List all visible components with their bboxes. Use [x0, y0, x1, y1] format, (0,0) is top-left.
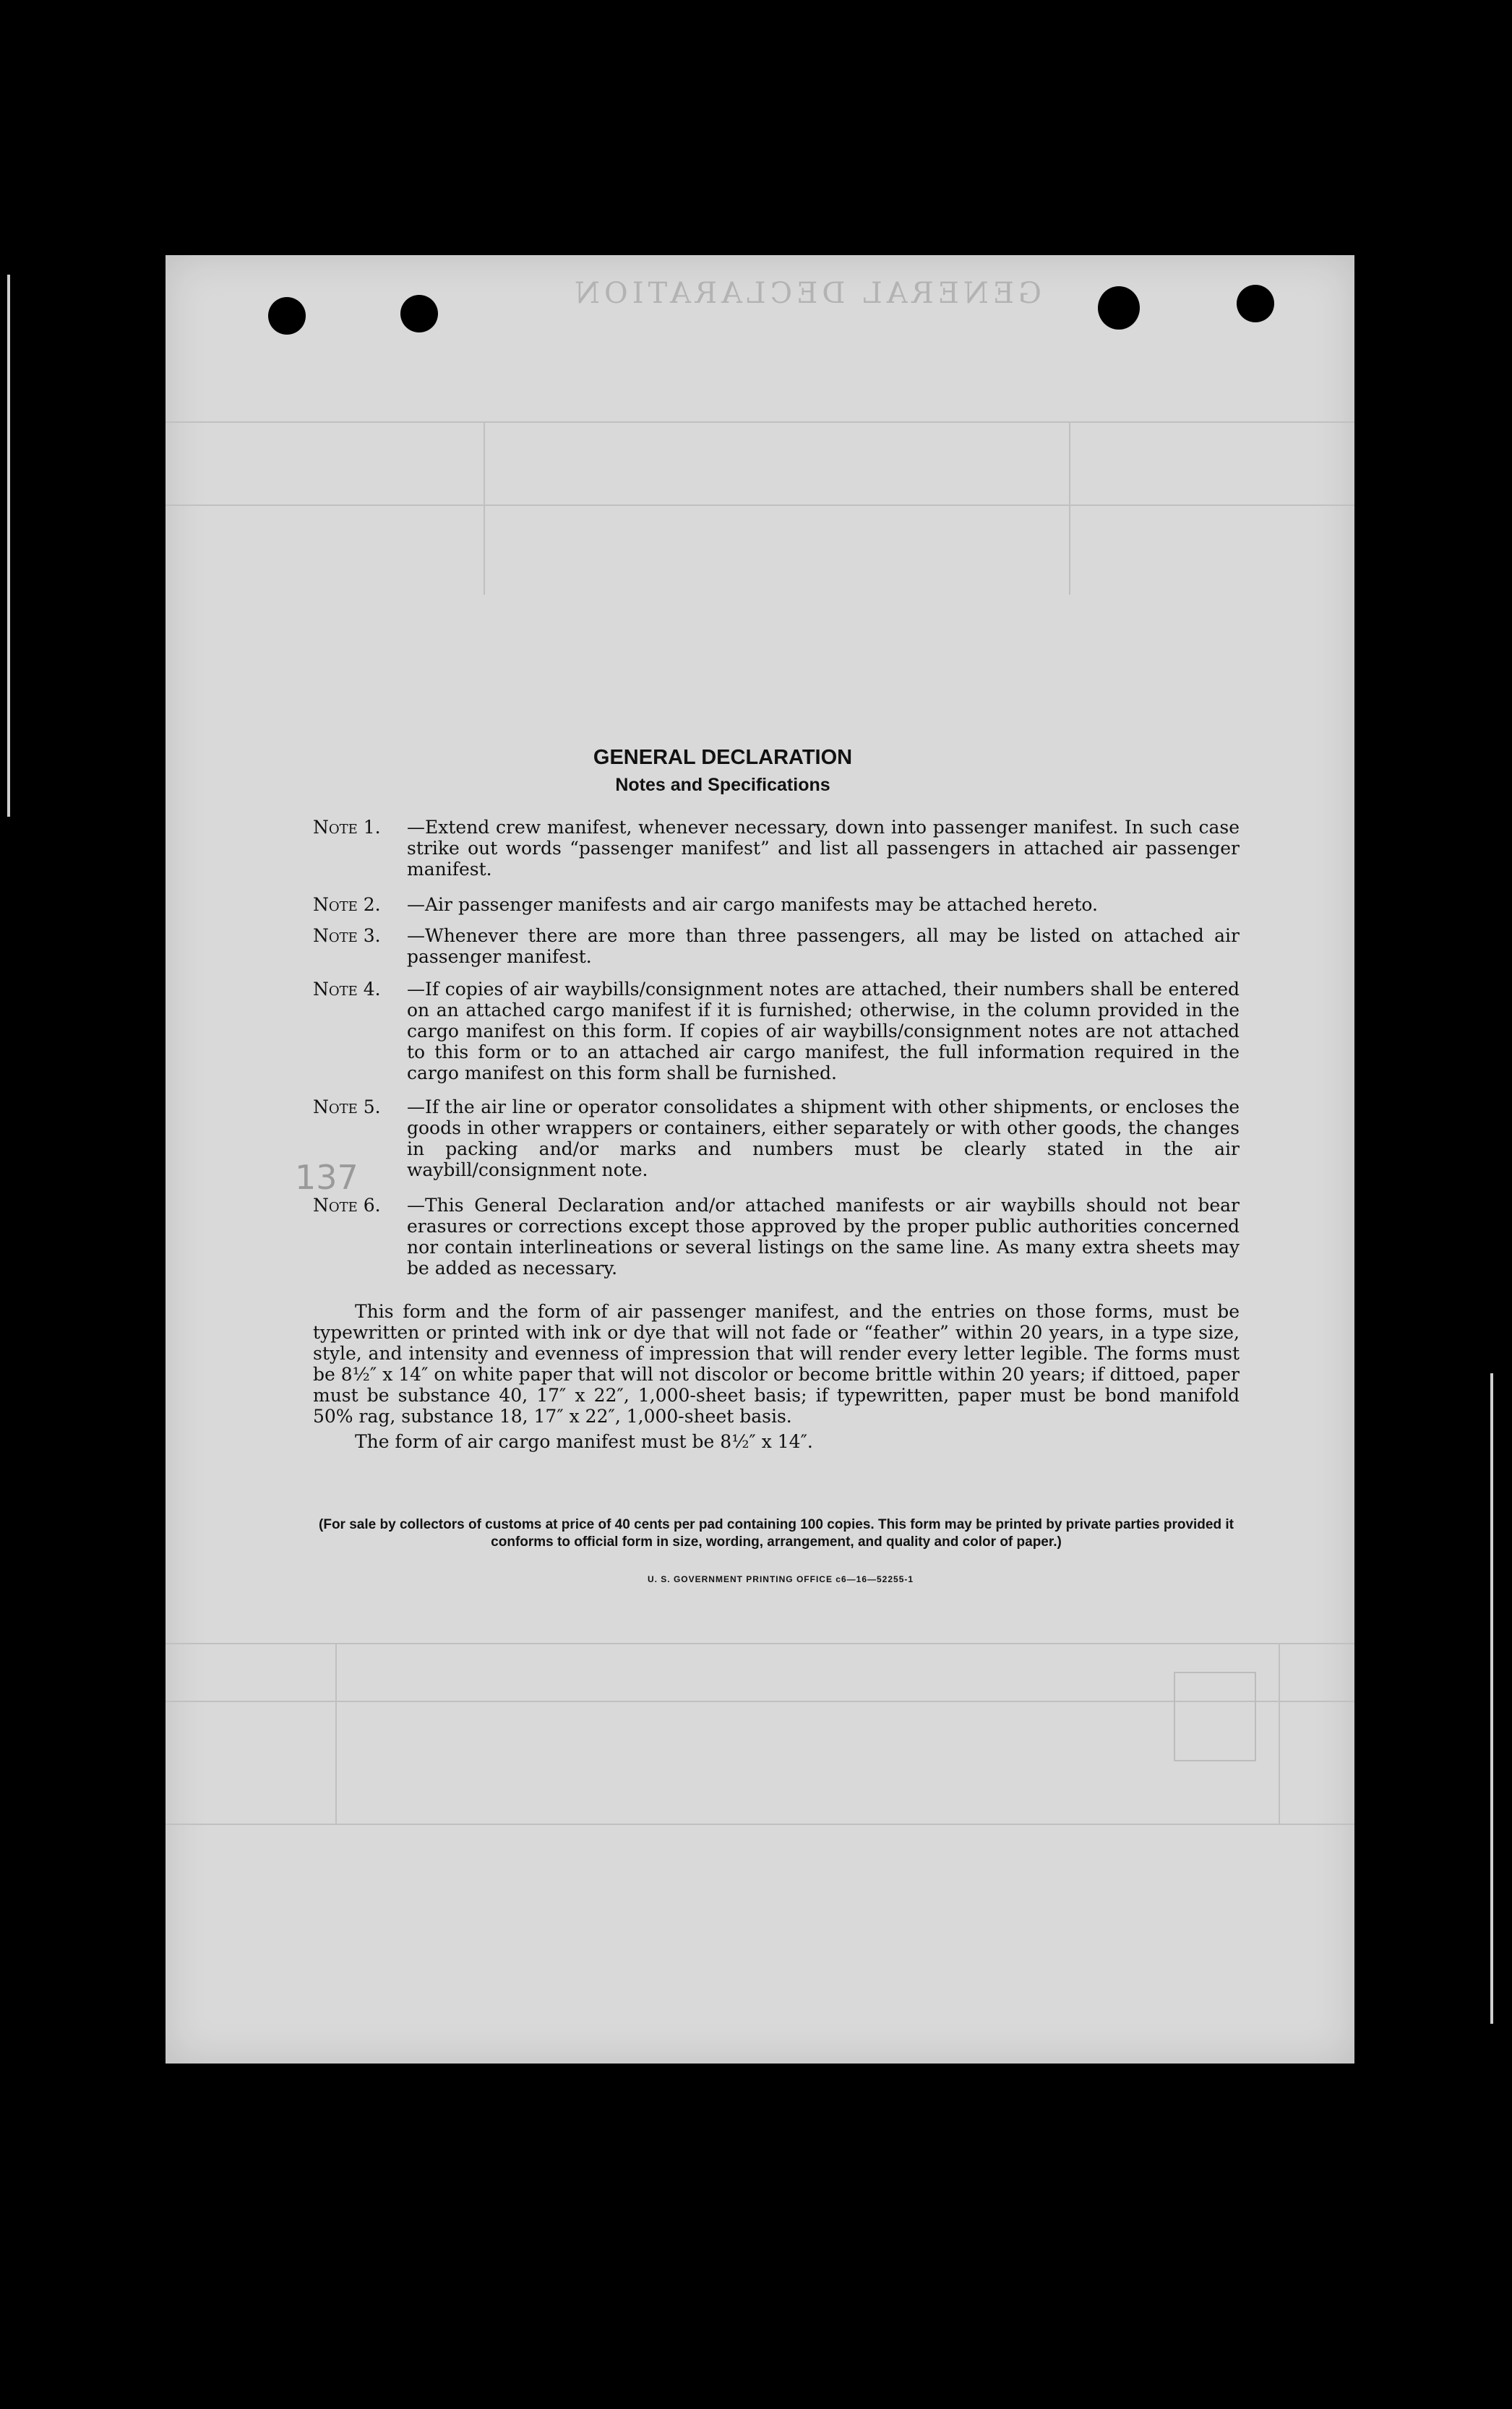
bleed-through-rule [335, 1643, 337, 1824]
note-label: Note 3. [313, 925, 381, 946]
bleed-through-rule [484, 421, 485, 595]
note-2 [313, 894, 1240, 915]
bleed-through-rule [166, 504, 1354, 506]
bleed-through-rule [1069, 421, 1070, 595]
form-title: GENERAL DECLARATION [593, 746, 853, 769]
note-text: —If copies of air waybills/consignment notes are attached, their numbers shall be entered on an attached cargo manifest if it is furnished; otherwise, in the column provided in the cargo manifest on this form. If copies of air waybills/consignment notes are not attached to this form or to an attached air cargo manifest, the full information required in the cargo manifest on this form shall be furnished. [407, 979, 1240, 1083]
bleed-through-heading: GENERAL DECLARATION [570, 277, 1042, 310]
sale-notice: (For sale by collectors of customs at price of 40 cents per pad containing 100 copies. This form may be printed by private parties provided it conforms to official form in size, wording, arrangement, and quality and color of paper.) [319, 1517, 1234, 1550]
note-label: Note 1. [313, 817, 381, 838]
bleed-through-rule [166, 1824, 1354, 1825]
note-1 [313, 817, 1240, 880]
note-label: Note 6. [313, 1195, 381, 1216]
left-scan-edge [7, 275, 10, 817]
form-requirements-paragraph: This form and the form of air passenger manifest, and the entries on those forms, must be typewritten or printed with ink or dye that will not fade or “feather” within 20 years, in a type size, style, and intensity and evenness of impression that will render every letter legible. The forms must be 8½″ x 14″ on white paper that will not discolor or become brittle within 20 years; if dittoed, paper must be substance 40, 17″ x 22″, 1,000-sheet basis; if typewritten, paper must be bond manifold 50% rag, substance 18, 17″ x 22″, 1,000-sheet basis. [313, 1301, 1240, 1427]
note-label: Note 4. [313, 979, 381, 1000]
note-6 [313, 1195, 1240, 1279]
page-stamp-number: 137 [295, 1158, 358, 1197]
form-subtitle: Notes and Specifications [615, 775, 830, 795]
punch-hole-4 [1237, 285, 1274, 322]
note-text: —If the air line or operator consolidates a shipment with other shipments, or encloses the goods in other wrappers or containers, either separately or with other goods, the changes in packing and/or marks and numbers must be clearly stated in the air waybill/consignment note. [407, 1096, 1240, 1180]
bleed-through-rule [166, 1643, 1354, 1644]
punch-hole-3 [1098, 286, 1140, 330]
right-scan-edge [1490, 1373, 1493, 2024]
note-text: —Air passenger manifests and air cargo manifests may be attached hereto. [407, 894, 1098, 915]
note-5 [313, 1096, 1240, 1180]
note-label: Note 5. [313, 1096, 381, 1117]
note-3 [313, 925, 1240, 967]
note-4 [313, 979, 1240, 1083]
punch-hole-1 [268, 297, 306, 335]
bleed-through-box [1174, 1672, 1256, 1761]
punch-hole-2 [400, 295, 438, 332]
bleed-through-rule [166, 421, 1354, 423]
note-label: Note 2. [313, 894, 381, 915]
note-text: —Extend crew manifest, whenever necessary, down into passenger manifest. In such case strike out words “passenger manifest” and list all passengers in attached air passenger manifest. [407, 817, 1240, 880]
note-text: —Whenever there are more than three passengers, all may be listed on attached air passenger manifest. [407, 925, 1240, 967]
note-text: —This General Declaration and/or attached manifests or air waybills should not bear erasures or corrections except those approved by the proper public authorities concerned nor contain interlineations or several listings on the same line. As many extra sheets may be added as necessary. [407, 1195, 1240, 1279]
cargo-size-line: The form of air cargo manifest must be 8½″ x 14″. [355, 1431, 813, 1452]
bleed-through-rule [1279, 1643, 1280, 1824]
printing-office-line: U. S. GOVERNMENT PRINTING OFFICE c6—16—52255-1 [647, 1574, 914, 1584]
